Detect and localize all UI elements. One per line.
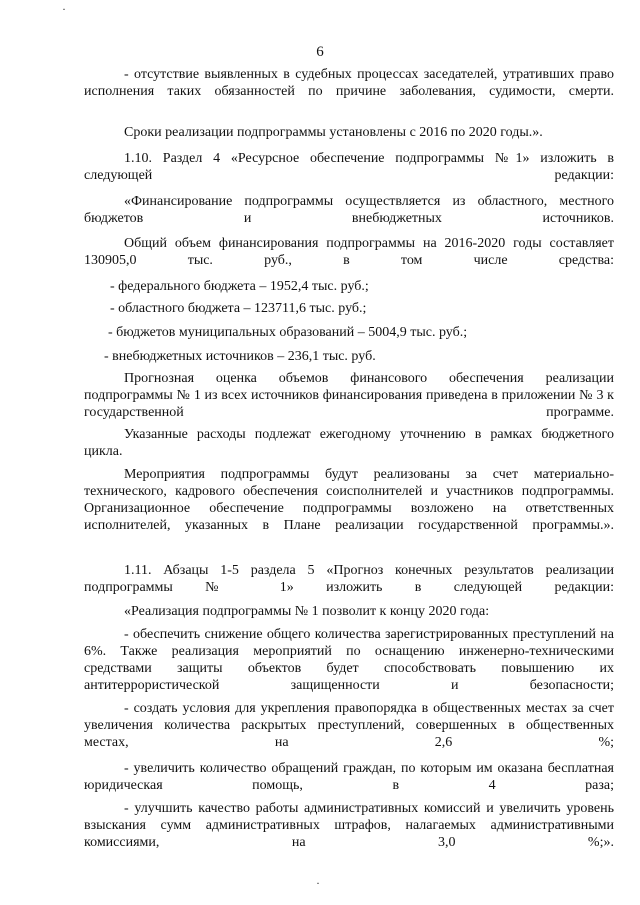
paragraph-total-funding: Общий объем финансирования подпрограммы на 2016-2020 годы составляет 130905,0 тыс. руб., в том числе средства: xyxy=(84,236,614,268)
scan-speck: · xyxy=(316,876,320,890)
paragraph-expected-results-intro: «Реализация подпрограммы № 1 позволит к концу 2020 года: xyxy=(124,604,490,619)
paragraph-section-5-heading: 1.11. Абзацы 1-5 раздела 5 «Прогноз конечных результатов реализации подпрограммы № 1» изложить в следующей редакции: xyxy=(84,563,614,595)
funding-item-extrabudgetary: - внебюджетных источников – 236,1 тыс. руб. xyxy=(104,349,376,364)
paragraph-absent-assessors: - отсутствие выявленных в судебных процессах заседателей, утративших право исполнения таких обязанностей по причине заболевания, судимости, смерти. xyxy=(84,67,614,99)
funding-item-regional: - областного бюджета – 123711,6 тыс. руб.; xyxy=(110,301,367,316)
page-number: 6 xyxy=(316,44,324,60)
paragraph-financing-sources: «Финансирование подпрограммы осуществляется из областного, местного бюджетов и внебюджетных источников. xyxy=(84,194,614,226)
paragraph-annual-refinement: Указанные расходы подлежат ежегодному уточнению в рамках бюджетного цикла. xyxy=(84,427,614,459)
paragraph-administrative-commissions: - улучшить качество работы административных комиссий и увеличить уровень взыскания сумм административных штрафов, налагаемых административными комиссиями, на 3,0 %;». xyxy=(84,801,614,850)
paragraph-activities-support: Мероприятия подпрограммы будут реализованы за счет материально-технического, кадрового обеспечения соисполнителей и участников подпрограммы. Организационное обеспечение подпрограммы возложено на ответственных исполнителей, указанных в Плане реализации государственной программы.». xyxy=(84,467,614,533)
funding-item-federal: - федерального бюджета – 1952,4 тыс. руб.; xyxy=(110,279,369,294)
paragraph-implementation-period: Сроки реализации подпрограммы установлены с 2016 по 2020 годы.». xyxy=(124,125,543,140)
paragraph-forecast-estimate: Прогнозная оценка объемов финансового обеспечения реализации подпрограммы № 1 из всех источников финансирования приведена в приложении № 3 к государственной программе. xyxy=(84,371,614,420)
scan-speck: · xyxy=(62,2,66,16)
paragraph-section-4-heading: 1.10. Раздел 4 «Ресурсное обеспечение подпрограммы №1» изложить в следующей редакции: xyxy=(84,151,614,183)
paragraph-legal-aid: - увеличить количество обращений граждан, по которым им оказана бесплатная юридическая помощь, в 4 раза; xyxy=(84,761,614,793)
funding-item-municipal: - бюджетов муниципальных образований – 5004,9 тыс. руб.; xyxy=(108,325,468,340)
paragraph-crime-reduction: - обеспечить снижение общего количества зарегистрированных преступлений на 6%. Также реализация мероприятий по оснащению инженерно-техническими средствами защиты объектов будет способствовать повышению их антитеррористической защищенности и безопасности; xyxy=(84,627,614,693)
paragraph-public-order: - создать условия для укрепления правопорядка в общественных местах за счет увеличения количества раскрытых преступлений, совершенных в общественных местах, на 2,6 %; xyxy=(84,701,614,750)
